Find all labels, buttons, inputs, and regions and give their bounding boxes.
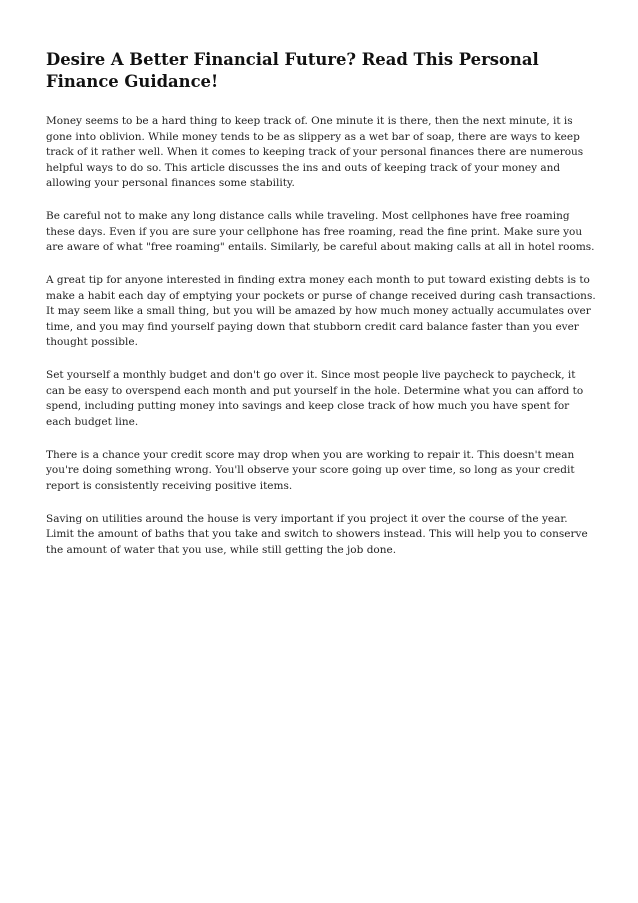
paragraph-monthly-budget: Set yourself a monthly budget and don't go over it. Since most people live paycheck to paycheck, it can be easy to overspend each month and put yourself in the hole. Determine what you can afford to spend, including putting money into savings and keep close track of how much you have spent for each budget line. — [46, 369, 584, 428]
document-title: Desire A Better Financial Future? Read This Personal Finance Guidance! — [46, 50, 539, 91]
document-page — [46, 49, 596, 576]
paragraph-credit-score: There is a chance your credit score may drop when you are working to repair it. This doesn't mean you're doing something wrong. You'll observe your score going up over time, so long as your credit report is consistently receiving positive items. — [46, 448, 575, 492]
paragraph-utilities: Saving on utilities around the house is very important if you project it over the course of the year. Limit the amount of baths that you take and switch to showers instead. This will help you to conserve the amount of water that you use, while still getting the job done. — [46, 512, 588, 556]
paragraph-long-distance-calls: Be careful not to make any long distance calls while traveling. Most cellphones have free roaming these days. Even if you are sure your cellphone has free roaming, read the fine print. Make sure you are aware of what "free roaming" entails. Similarly, be careful about making calls at all in hotel rooms. — [46, 210, 595, 253]
paragraph-spare-change: A great tip for anyone interested in finding extra money each month to put toward existing debts is to make a habit each day of emptying your pockets or purse of change received during cash transactions. It may seem like a small thing, but you will be amazed by how much money actually accumulates over time, and you may find yourself paying down that stubborn credit card balance faster than you ever thought possible. — [46, 274, 596, 348]
paragraph-intro: Money seems to be a hard thing to keep track of. One minute it is there, then the next minute, it is gone into oblivion. While money tends to be as slippery as a wet bar of soap, there are ways to keep track of it rather well. When it comes to keeping track of your personal finances there are numerous helpful ways to do so. This article discusses the ins and outs of keeping track of your money and allowing your personal finances some stability. — [46, 115, 584, 189]
